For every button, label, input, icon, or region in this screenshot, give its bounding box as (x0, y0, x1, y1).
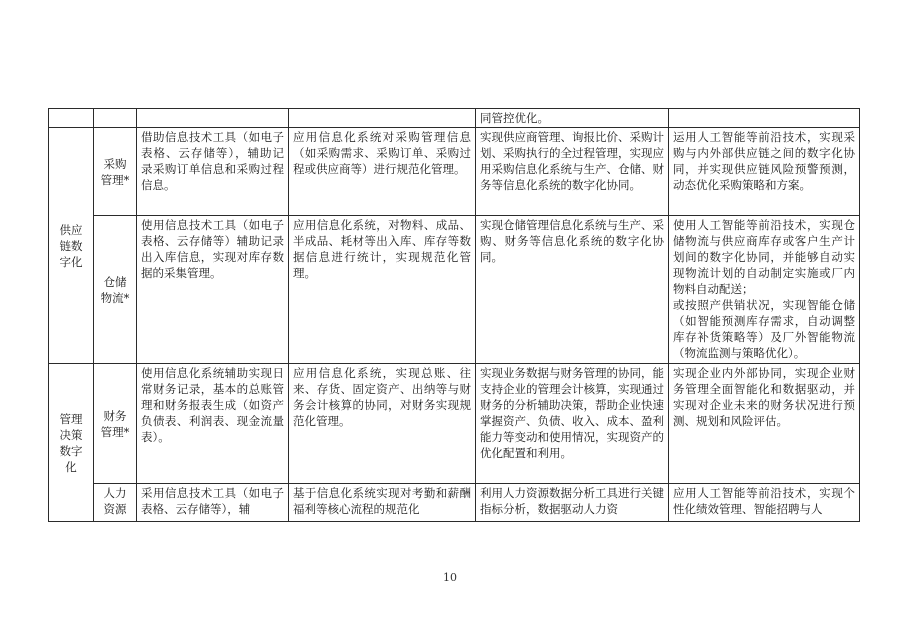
table-cell: 基于信息化系统实现对考勤和薪酬福利等核心流程的规范化 (289, 484, 476, 522)
table-row (49, 216, 860, 364)
table-row (49, 484, 860, 522)
cell-paragraph: 或按照产供销状况，实现智能仓储（如智能预测库存需求，自动调整库存补货策略等）及厂外智能物流（物流监测与策略优化）。 (673, 298, 855, 360)
table-cell: 应用人工智能等前沿技术，实现个性化绩效管理、智能招聘与人 (669, 484, 860, 522)
table-cell: 同管控优化。 (476, 109, 669, 128)
category-line: 化 (65, 459, 77, 474)
subcategory-cell-procurement (94, 128, 137, 216)
subcategory-cell-hr (94, 484, 137, 522)
category-cell-supply-chain (49, 128, 94, 364)
table-cell (94, 109, 137, 128)
table-cell (669, 109, 860, 128)
table-cell: 使用信息技术工具（如电子表格、云存储等）辅助记录出入库信息，实现对库存数据的采集管理。 (137, 216, 289, 364)
table-cell: 利用人力资源数据分析工具进行关键指标分析，数据驱动人力资 (476, 484, 669, 522)
table-row (49, 109, 860, 128)
table-cell: 采用信息技术工具（如电子表格、云存储等），辅 (137, 484, 289, 522)
table-cell: 使用信息化系统辅助实现日常财务记录，基本的总账管理和财务报表生成（如资产负债表、利润表、现金流量表）。 (137, 364, 289, 484)
table-cell (137, 109, 289, 128)
category-line: 数字 (59, 443, 83, 458)
cell-paragraph: 使用人工智能等前沿技术，实现仓储物流与供应商库存或客户生产计划间的数字化协同，并能够自动实现物流计划的自动制定实施或厂内物料自动配送； (673, 218, 855, 296)
subcategory-line: 管理* (100, 172, 130, 187)
subcategory-cell-warehouse (94, 216, 137, 364)
table-cell: 应用信息化系统，实现总账、往来、存货、固定资产、出纳等与财务会计核算的协同，对财务实现规范化管理。 (289, 364, 476, 484)
subcategory-cell-finance (94, 364, 137, 484)
subcategory-line: 资源 (103, 502, 127, 516)
table-cell (289, 109, 476, 128)
table-cell-multipart (669, 216, 860, 364)
table-cell: 实现企业内外部协同，实现企业财务管理全面智能化和数据驱动，并实现对企业未来的财务状况进行预测、规划和风险评估。 (669, 364, 860, 484)
subcategory-line: 采购 (103, 156, 127, 171)
table-cell: 实现业务数据与财务管理的协同，能支持企业的管理会计核算，实现通过财务的分析辅助决策，帮助企业快速掌握资产、负债、收入、成本、盈利能力等变动和使用情况，实现资产的优化配置和利用。 (476, 364, 669, 484)
subcategory-line: 管理* (100, 424, 130, 439)
table-row (49, 364, 860, 484)
subcategory-line: 财务 (103, 408, 127, 423)
table-cell: 借助信息技术工具（如电子表格、云存储等），辅助记录采购订单信息和采购过程信息。 (137, 128, 289, 216)
maturity-table (48, 108, 860, 522)
category-line: 供应 (59, 222, 83, 237)
table-cell: 应用信息化系统，对物料、成品、半成品、耗材等出入库、库存等数据信息进行统计，实现规范化管理。 (289, 216, 476, 364)
table-cell: 实现供应商管理、询报比价、采购计划、采购执行的全过程管理，实现应用采购信息化系统与生产、仓储、财务等信息化系统的数字化协同。 (476, 128, 669, 216)
table-cell (49, 109, 94, 128)
category-line: 决策 (59, 427, 83, 442)
page-number: 10 (443, 571, 457, 584)
category-line: 链数 (59, 238, 83, 253)
subcategory-line: 人力 (103, 486, 127, 500)
table-row (49, 128, 860, 216)
category-cell-management-decision (49, 364, 94, 522)
category-line: 管理 (59, 411, 83, 426)
table-cell: 运用人工智能等前沿技术，实现采购与内外部供应链之间的数字化协同，并实现供应链风险预警预测，动态优化采购策略和方案。 (669, 128, 860, 216)
table-cell: 实现仓储管理信息化系统与生产、采购、财务等信息化系统的数字化协同。 (476, 216, 669, 364)
category-line: 字化 (59, 254, 83, 269)
table-cell: 应用信息化系统对采购管理信息（如采购需求、采购订单、采购过程或供应商等）进行规范化管理。 (289, 128, 476, 216)
subcategory-line: 物流* (100, 290, 130, 305)
subcategory-line: 仓储 (103, 274, 127, 289)
